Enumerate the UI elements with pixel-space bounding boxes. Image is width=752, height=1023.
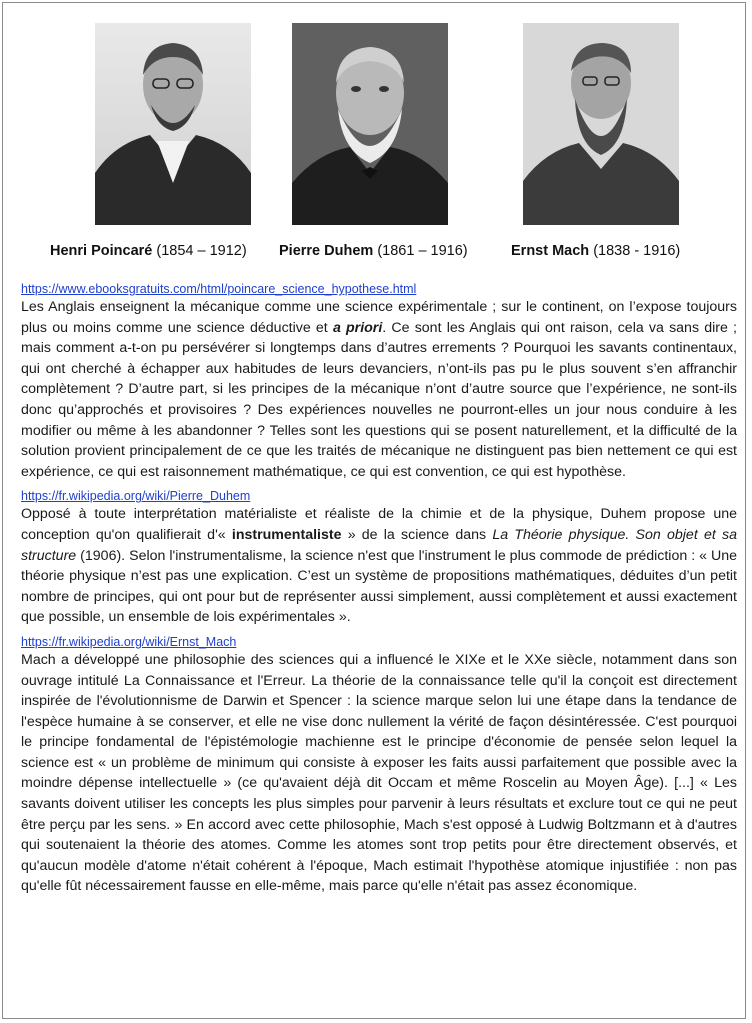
document-frame	[2, 2, 746, 1019]
paragraph-duhem: Opposé à toute interprétation matérialiste et réaliste de la chimie et de la physique, Duhem propose une conception qu'on qualifierait d'« instrumentaliste » de la science dans La Théorie physique. Son objet et sa structure (1906). Selon l'instrumentalisme, la science n'est que l'instrument le plus commode de prédiction : « Une théorie physique n’est pas une explication. C’est un système de propositions mathématiques, déduites d’un petit nombre de principes, qui ont pour but de représenter aussi simplement, aussi complètement et aussi exactement que possible, un ensemble de lois expérimentales ».	[21, 506, 737, 626]
caption-duhem: Pierre Duhem (1861 – 1916)	[279, 243, 468, 259]
source-link-mach[interactable]: https://fr.wikipedia.org/wiki/Ernst_Mach	[21, 634, 237, 649]
portrait-row	[3, 17, 747, 257]
source-link-duhem[interactable]: https://fr.wikipedia.org/wiki/Pierre_Duhem	[21, 489, 251, 504]
portrait-photo-icon	[292, 23, 448, 225]
portrait-photo-icon	[523, 23, 679, 225]
text-content	[21, 281, 737, 901]
caption-poincare: Henri Poincaré (1854 – 1912)	[50, 243, 247, 259]
source-link-poincare[interactable]: https://www.ebooksgratuits.com/html/poincare_science_hypothese.html	[21, 282, 417, 296]
caption-mach: Ernst Mach (1838 - 1916)	[511, 243, 681, 259]
portrait-photo-icon	[95, 23, 251, 225]
paragraph-mach: Mach a développé une philosophie des sciences qui a influencé le XIXe et le XXe siècle, notamment dans son ouvrage intitulé La Connaissance et l'Erreur. La théorie de la connaissance telle qu'il la conçoit est directement inspirée de l'évolutionnisme de Darwin et Spencer : la science marque selon lui une étape dans la tendance de l'espèce humaine à se conserver, et elle ne vise donc nullement la vérité de façon désintéressée. C'est pourquoi le principe fondamental de l'épistémologie machienne est le principe d'économie de pensée selon lequel la science est « un problème de minimum qui consiste à exposer les faits aussi parfaitement que possible avec la moindre dépense intellectuelle » (ce qu'avaient déjà dit Occam et même Roscelin au Moyen Âge). [...] « Les savants doivent utiliser les concepts les plus simples pour parvenir à leurs résultats et exclure tout ce qui ne peut être perçu par les sens. » En accord avec cette philosophie, Mach s'est opposé à Ludwig Boltzmann et à d'autres qui soutenaient la théorie des atomes. Comme les atomes sont trop petits pour être directement observés, et qu'aucun modèle d'atome n'était cohérent à l'époque, Mach estimait l'hypothèse atomique injustifiée : non pas qu'elle fût nécessairement fausse en elle-même, mais parce qu'elle n'était pas assez économique.	[21, 651, 737, 895]
paragraph-poincare: Les Anglais enseignent la mécanique comme une science expérimentale ; sur le continent, on l’expose toujours plus ou moins comme une science déductive et a priori. Ce sont les Anglais qui ont raison, cela va sans dire ; mais comment a-t-on pu persévérer si longtemps dans d’autres errements ? Pourquoi les savants continentaux, qui ont cherché à échapper aux habitudes de leurs devanciers, n’ont-ils pas pu le plus souvent s’en affranchir complètement ? D’autre part, si les principes de la mécanique n’ont d’autre source que l’expérience, ne sont-ils donc qu’approchés et provisoires ? Des expériences nouvelles ne pourront-elles un jour nous conduire à les modifier ou même à les abandonner ? Telles sont les questions qui se posent naturellement, et la difficulté de la solution provient principalement de ce que les traités de mécanique ne distinguent pas bien nettement ce qui est expérience, ce qui est raisonnement mathématique, ce qui est convention, ce qui est hypothèse.	[21, 299, 737, 480]
